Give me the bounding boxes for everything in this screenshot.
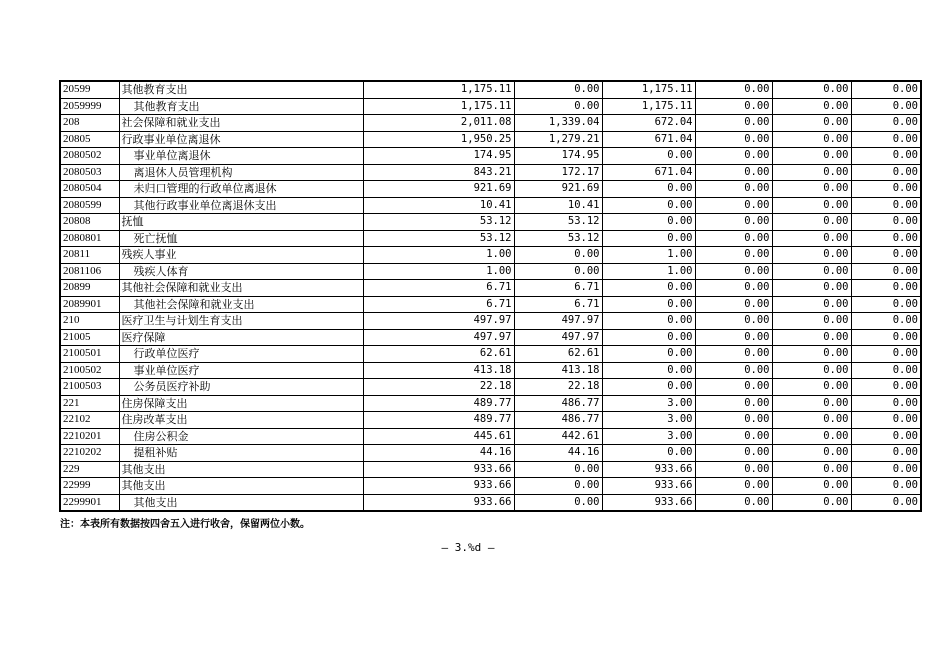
row-value: 671.04 bbox=[602, 164, 695, 181]
row-value: 0.00 bbox=[602, 214, 695, 231]
row-value: 0.00 bbox=[851, 296, 921, 313]
row-code: 2080599 bbox=[60, 197, 119, 214]
row-value: 0.00 bbox=[695, 214, 772, 231]
row-value: 3.00 bbox=[602, 412, 695, 429]
row-value: 6.71 bbox=[363, 280, 514, 297]
row-value: 0.00 bbox=[851, 428, 921, 445]
row-code: 2210202 bbox=[60, 445, 119, 462]
row-value: 0.00 bbox=[851, 280, 921, 297]
row-value: 486.77 bbox=[514, 412, 602, 429]
row-value: 0.00 bbox=[851, 214, 921, 231]
row-value: 0.00 bbox=[602, 181, 695, 198]
row-value: 62.61 bbox=[514, 346, 602, 363]
row-value: 497.97 bbox=[514, 329, 602, 346]
row-code: 2100501 bbox=[60, 346, 119, 363]
row-value: 0.00 bbox=[514, 494, 602, 511]
row-value: 44.16 bbox=[514, 445, 602, 462]
row-value: 0.00 bbox=[695, 395, 772, 412]
row-value: 0.00 bbox=[772, 461, 851, 478]
row-value: 0.00 bbox=[772, 280, 851, 297]
row-value: 0.00 bbox=[602, 362, 695, 379]
row-value: 0.00 bbox=[772, 313, 851, 330]
row-value: 1,175.11 bbox=[602, 98, 695, 115]
row-value: 0.00 bbox=[695, 313, 772, 330]
row-value: 0.00 bbox=[851, 478, 921, 495]
row-value: 672.04 bbox=[602, 115, 695, 132]
row-code: 2080801 bbox=[60, 230, 119, 247]
row-code: 20811 bbox=[60, 247, 119, 264]
table-row bbox=[60, 329, 921, 346]
table-note: 注：本表所有数据按四舍五入进行收舍，保留两位小数。 bbox=[60, 519, 310, 530]
row-value: 0.00 bbox=[602, 296, 695, 313]
row-value: 0.00 bbox=[851, 230, 921, 247]
page-footer: — 3.%d — bbox=[441, 541, 495, 554]
row-value: 1.00 bbox=[602, 263, 695, 280]
row-code: 2080504 bbox=[60, 181, 119, 198]
table-row bbox=[60, 181, 921, 198]
table-row bbox=[60, 478, 921, 495]
row-value: 0.00 bbox=[772, 214, 851, 231]
row-value: 0.00 bbox=[851, 313, 921, 330]
row-value: 53.12 bbox=[514, 230, 602, 247]
row-value: 0.00 bbox=[772, 148, 851, 165]
row-code: 20808 bbox=[60, 214, 119, 231]
row-value: 933.66 bbox=[363, 478, 514, 495]
row-value: 0.00 bbox=[602, 346, 695, 363]
row-value: 0.00 bbox=[851, 329, 921, 346]
row-value: 3.00 bbox=[602, 428, 695, 445]
row-value: 1,339.04 bbox=[514, 115, 602, 132]
row-value: 0.00 bbox=[772, 346, 851, 363]
row-name: 死亡抚恤 bbox=[119, 230, 363, 247]
row-value: 22.18 bbox=[514, 379, 602, 396]
row-value: 172.17 bbox=[514, 164, 602, 181]
row-value: 0.00 bbox=[772, 296, 851, 313]
row-value: 0.00 bbox=[602, 313, 695, 330]
row-value: 0.00 bbox=[695, 247, 772, 264]
row-value: 0.00 bbox=[695, 131, 772, 148]
table-row bbox=[60, 164, 921, 181]
row-value: 0.00 bbox=[851, 263, 921, 280]
row-value: 0.00 bbox=[695, 445, 772, 462]
row-value: 0.00 bbox=[851, 494, 921, 511]
row-value: 1.00 bbox=[363, 247, 514, 264]
row-code: 2089901 bbox=[60, 296, 119, 313]
row-name: 残疾人体育 bbox=[119, 263, 363, 280]
row-code: 208 bbox=[60, 115, 119, 132]
row-value: 489.77 bbox=[363, 412, 514, 429]
row-value: 0.00 bbox=[772, 478, 851, 495]
row-value: 0.00 bbox=[851, 346, 921, 363]
row-value: 0.00 bbox=[695, 296, 772, 313]
table-row bbox=[60, 148, 921, 165]
table-row bbox=[60, 81, 921, 98]
row-value: 10.41 bbox=[514, 197, 602, 214]
row-name: 抚恤 bbox=[119, 214, 363, 231]
row-code: 2080503 bbox=[60, 164, 119, 181]
table-row bbox=[60, 445, 921, 462]
row-value: 445.61 bbox=[363, 428, 514, 445]
row-name: 其他支出 bbox=[119, 461, 363, 478]
row-code: 221 bbox=[60, 395, 119, 412]
row-value: 0.00 bbox=[695, 478, 772, 495]
row-value: 0.00 bbox=[602, 445, 695, 462]
row-value: 921.69 bbox=[514, 181, 602, 198]
row-value: 0.00 bbox=[695, 115, 772, 132]
row-value: 0.00 bbox=[772, 395, 851, 412]
row-value: 0.00 bbox=[695, 379, 772, 396]
row-name: 提租补贴 bbox=[119, 445, 363, 462]
table-body bbox=[60, 81, 921, 511]
row-value: 0.00 bbox=[695, 461, 772, 478]
row-name: 医疗卫生与计划生育支出 bbox=[119, 313, 363, 330]
row-value: 0.00 bbox=[851, 181, 921, 198]
row-name: 其他教育支出 bbox=[119, 98, 363, 115]
budget-table bbox=[59, 80, 922, 512]
row-value: 0.00 bbox=[851, 115, 921, 132]
table-row bbox=[60, 247, 921, 264]
row-value: 0.00 bbox=[514, 461, 602, 478]
table-row bbox=[60, 379, 921, 396]
row-value: 933.66 bbox=[363, 494, 514, 511]
table-row bbox=[60, 362, 921, 379]
row-value: 0.00 bbox=[602, 379, 695, 396]
row-value: 413.18 bbox=[363, 362, 514, 379]
table-row bbox=[60, 346, 921, 363]
row-value: 0.00 bbox=[514, 478, 602, 495]
row-value: 933.66 bbox=[602, 478, 695, 495]
row-value: 497.97 bbox=[363, 329, 514, 346]
row-name: 其他社会保障和就业支出 bbox=[119, 280, 363, 297]
row-value: 0.00 bbox=[772, 247, 851, 264]
table-row bbox=[60, 395, 921, 412]
row-value: 0.00 bbox=[772, 445, 851, 462]
row-value: 933.66 bbox=[602, 461, 695, 478]
row-name: 公务员医疗补助 bbox=[119, 379, 363, 396]
table-row bbox=[60, 263, 921, 280]
row-value: 0.00 bbox=[772, 428, 851, 445]
row-code: 20899 bbox=[60, 280, 119, 297]
row-value: 0.00 bbox=[695, 428, 772, 445]
row-value: 442.61 bbox=[514, 428, 602, 445]
row-value: 933.66 bbox=[602, 494, 695, 511]
row-value: 6.71 bbox=[363, 296, 514, 313]
row-value: 0.00 bbox=[851, 362, 921, 379]
row-name: 事业单位医疗 bbox=[119, 362, 363, 379]
row-name: 残疾人事业 bbox=[119, 247, 363, 264]
row-value: 0.00 bbox=[514, 98, 602, 115]
row-code: 20599 bbox=[60, 81, 119, 98]
row-value: 0.00 bbox=[695, 230, 772, 247]
row-value: 671.04 bbox=[602, 131, 695, 148]
row-value: 0.00 bbox=[695, 98, 772, 115]
row-value: 0.00 bbox=[772, 379, 851, 396]
row-value: 0.00 bbox=[772, 181, 851, 198]
row-value: 0.00 bbox=[695, 197, 772, 214]
row-code: 229 bbox=[60, 461, 119, 478]
table-row bbox=[60, 98, 921, 115]
row-value: 0.00 bbox=[772, 230, 851, 247]
row-value: 1,175.11 bbox=[363, 98, 514, 115]
row-value: 0.00 bbox=[514, 81, 602, 98]
row-value: 0.00 bbox=[851, 164, 921, 181]
row-value: 0.00 bbox=[602, 197, 695, 214]
row-value: 0.00 bbox=[772, 412, 851, 429]
row-value: 0.00 bbox=[851, 98, 921, 115]
row-value: 1,175.11 bbox=[602, 81, 695, 98]
row-value: 0.00 bbox=[851, 412, 921, 429]
row-value: 0.00 bbox=[851, 445, 921, 462]
row-value: 0.00 bbox=[772, 329, 851, 346]
row-value: 0.00 bbox=[514, 263, 602, 280]
row-value: 843.21 bbox=[363, 164, 514, 181]
row-name: 其他支出 bbox=[119, 494, 363, 511]
row-value: 921.69 bbox=[363, 181, 514, 198]
row-value: 0.00 bbox=[851, 379, 921, 396]
row-value: 497.97 bbox=[514, 313, 602, 330]
row-value: 0.00 bbox=[851, 81, 921, 98]
row-code: 22102 bbox=[60, 412, 119, 429]
row-value: 0.00 bbox=[851, 148, 921, 165]
row-code: 2100503 bbox=[60, 379, 119, 396]
row-value: 0.00 bbox=[851, 247, 921, 264]
row-name: 未归口管理的行政单位离退休 bbox=[119, 181, 363, 198]
row-name: 其他支出 bbox=[119, 478, 363, 495]
row-value: 413.18 bbox=[514, 362, 602, 379]
row-value: 1,279.21 bbox=[514, 131, 602, 148]
row-value: 174.95 bbox=[363, 148, 514, 165]
row-value: 0.00 bbox=[772, 263, 851, 280]
row-name: 事业单位离退休 bbox=[119, 148, 363, 165]
row-name: 行政事业单位离退休 bbox=[119, 131, 363, 148]
row-name: 住房改革支出 bbox=[119, 412, 363, 429]
row-value: 0.00 bbox=[851, 131, 921, 148]
table-row bbox=[60, 230, 921, 247]
row-value: 53.12 bbox=[363, 214, 514, 231]
row-value: 1.00 bbox=[363, 263, 514, 280]
row-value: 0.00 bbox=[772, 197, 851, 214]
row-value: 3.00 bbox=[602, 395, 695, 412]
row-value: 489.77 bbox=[363, 395, 514, 412]
row-value: 0.00 bbox=[602, 148, 695, 165]
table-row bbox=[60, 296, 921, 313]
table-row bbox=[60, 214, 921, 231]
row-value: 0.00 bbox=[695, 148, 772, 165]
row-name: 行政单位医疗 bbox=[119, 346, 363, 363]
row-code: 2059999 bbox=[60, 98, 119, 115]
row-value: 0.00 bbox=[602, 329, 695, 346]
row-value: 10.41 bbox=[363, 197, 514, 214]
row-value: 0.00 bbox=[602, 230, 695, 247]
row-value: 1.00 bbox=[602, 247, 695, 264]
row-code: 2210201 bbox=[60, 428, 119, 445]
row-name: 其他教育支出 bbox=[119, 81, 363, 98]
row-value: 44.16 bbox=[363, 445, 514, 462]
row-name: 医疗保障 bbox=[119, 329, 363, 346]
row-value: 0.00 bbox=[514, 247, 602, 264]
table-row bbox=[60, 412, 921, 429]
row-value: 486.77 bbox=[514, 395, 602, 412]
row-code: 2081106 bbox=[60, 263, 119, 280]
table-row bbox=[60, 115, 921, 132]
row-name: 社会保障和就业支出 bbox=[119, 115, 363, 132]
row-value: 0.00 bbox=[695, 346, 772, 363]
row-code: 22999 bbox=[60, 478, 119, 495]
row-code: 20805 bbox=[60, 131, 119, 148]
table-row bbox=[60, 197, 921, 214]
row-code: 2299901 bbox=[60, 494, 119, 511]
row-code: 2080502 bbox=[60, 148, 119, 165]
table-row bbox=[60, 494, 921, 511]
row-value: 53.12 bbox=[514, 214, 602, 231]
row-value: 0.00 bbox=[772, 115, 851, 132]
row-value: 0.00 bbox=[772, 362, 851, 379]
row-value: 0.00 bbox=[772, 164, 851, 181]
row-name: 其他行政事业单位离退休支出 bbox=[119, 197, 363, 214]
row-value: 0.00 bbox=[695, 412, 772, 429]
row-value: 933.66 bbox=[363, 461, 514, 478]
row-value: 22.18 bbox=[363, 379, 514, 396]
row-code: 21005 bbox=[60, 329, 119, 346]
table-row bbox=[60, 280, 921, 297]
row-value: 0.00 bbox=[772, 98, 851, 115]
row-name: 住房公积金 bbox=[119, 428, 363, 445]
row-value: 6.71 bbox=[514, 280, 602, 297]
row-name: 其他社会保障和就业支出 bbox=[119, 296, 363, 313]
table-row bbox=[60, 131, 921, 148]
row-value: 174.95 bbox=[514, 148, 602, 165]
row-value: 0.00 bbox=[695, 494, 772, 511]
row-value: 0.00 bbox=[772, 81, 851, 98]
row-value: 0.00 bbox=[695, 181, 772, 198]
row-value: 6.71 bbox=[514, 296, 602, 313]
row-value: 0.00 bbox=[695, 329, 772, 346]
row-value: 0.00 bbox=[695, 280, 772, 297]
table-row bbox=[60, 461, 921, 478]
row-value: 0.00 bbox=[772, 494, 851, 511]
row-value: 62.61 bbox=[363, 346, 514, 363]
row-name: 住房保障支出 bbox=[119, 395, 363, 412]
row-value: 2,011.08 bbox=[363, 115, 514, 132]
row-value: 0.00 bbox=[772, 131, 851, 148]
row-value: 497.97 bbox=[363, 313, 514, 330]
table-row bbox=[60, 428, 921, 445]
row-code: 210 bbox=[60, 313, 119, 330]
row-value: 1,950.25 bbox=[363, 131, 514, 148]
row-code: 2100502 bbox=[60, 362, 119, 379]
row-value: 0.00 bbox=[695, 362, 772, 379]
row-value: 1,175.11 bbox=[363, 81, 514, 98]
row-value: 0.00 bbox=[695, 263, 772, 280]
row-value: 0.00 bbox=[602, 280, 695, 297]
row-value: 53.12 bbox=[363, 230, 514, 247]
row-value: 0.00 bbox=[695, 164, 772, 181]
row-name: 离退休人员管理机构 bbox=[119, 164, 363, 181]
row-value: 0.00 bbox=[851, 461, 921, 478]
row-value: 0.00 bbox=[695, 81, 772, 98]
row-value: 0.00 bbox=[851, 395, 921, 412]
table-row bbox=[60, 313, 921, 330]
row-value: 0.00 bbox=[851, 197, 921, 214]
